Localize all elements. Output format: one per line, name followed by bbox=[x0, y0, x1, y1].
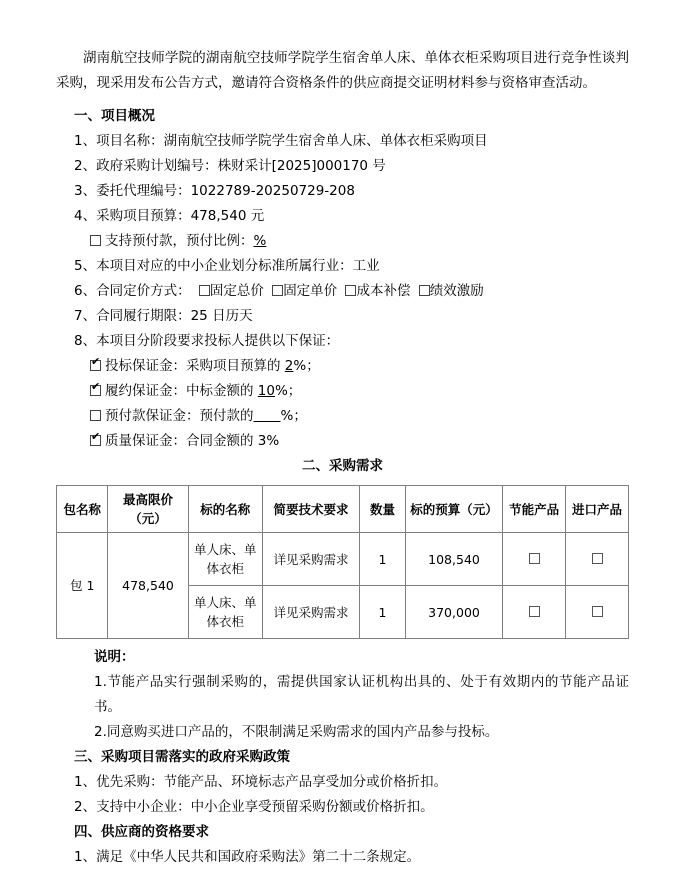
guarantee-bid bbox=[56, 354, 629, 379]
guarantee-performance-value: 10 bbox=[257, 383, 275, 399]
guarantee-prepayment-suffix: %； bbox=[280, 408, 307, 424]
guarantee-performance-checkbox[interactable] bbox=[90, 385, 101, 396]
cell-energy-product bbox=[503, 533, 566, 586]
item-prepayment bbox=[56, 229, 629, 254]
item-contract-period-label: 7、合同履行期限： bbox=[74, 308, 191, 324]
cell-import-product bbox=[566, 533, 629, 586]
guarantee-bid-checkbox[interactable] bbox=[90, 360, 101, 371]
cell-quantity: 1 bbox=[360, 533, 406, 586]
item-budget-label: 4、采购项目预算： bbox=[74, 208, 191, 224]
item-sme-industry bbox=[56, 254, 629, 279]
prepayment-label: 支持预付款，预付比例： bbox=[105, 233, 254, 249]
guarantee-prepayment-prefix: 预付款保证金：预付款的 bbox=[105, 408, 254, 424]
item-pricing-method bbox=[56, 279, 629, 304]
note-import-product: 2.同意购买进口产品的，不限制满足采购需求的国内产品参与投标。 bbox=[94, 724, 499, 740]
section-heading-qualifications: 四、供应商的资格要求 bbox=[74, 824, 209, 840]
guarantee-quality-checkbox[interactable] bbox=[90, 435, 101, 446]
qualification-item-1: 1、满足《中华人民共和国政府采购法》第二十二条规定。 bbox=[74, 849, 421, 865]
note-energy-product: 1.节能产品实行强制采购的，需提供国家认证机构出具的、处于有效期内的节能产品证书。 bbox=[94, 674, 629, 715]
requirements-table bbox=[56, 485, 629, 639]
th-import-product: 进口产品 bbox=[566, 486, 629, 533]
item-budget bbox=[56, 204, 629, 229]
cell-item-name: 单人床、单体衣柜 bbox=[188, 586, 262, 639]
table-header-row bbox=[57, 486, 629, 533]
guarantee-quality-prefix: 质量保证金：合同金额的 bbox=[105, 433, 258, 449]
energy-product-checkbox[interactable] bbox=[529, 606, 540, 617]
th-quantity: 数量 bbox=[360, 486, 406, 533]
guarantee-quality bbox=[56, 429, 629, 454]
section-heading-project-overview: 一、项目概况 bbox=[74, 108, 155, 124]
cell-package-limit: 478,540 bbox=[108, 533, 188, 639]
pricing-option-incentive-checkbox[interactable] bbox=[419, 285, 430, 296]
th-item-budget: 标的预算（元） bbox=[405, 486, 502, 533]
pricing-option-fixed-unit-label: 固定单价 bbox=[283, 283, 338, 299]
item-contract-period-value: 25 日历天 bbox=[190, 308, 253, 324]
item-guarantee-intro: 8、本项目分阶段要求投标人提供以下保证： bbox=[74, 333, 340, 349]
policy-priority-purchase: 1、优先采购：节能产品、环境标志产品享受加分或价格折扣。 bbox=[74, 774, 448, 790]
policy-sme-support: 2、支持中小企业：中小企业享受预留采购份额或价格折扣。 bbox=[74, 799, 434, 815]
item-sme-industry-label: 5、本项目对应的中小企业划分标准所属行业： bbox=[74, 258, 353, 274]
item-plan-number-value: 株财采计[2025]000170 号 bbox=[217, 158, 386, 174]
guarantee-prepayment bbox=[56, 404, 629, 429]
guarantee-performance bbox=[56, 379, 629, 404]
item-plan-number-label: 2、政府采购计划编号： bbox=[74, 158, 218, 174]
th-tech-requirement: 简要技术要求 bbox=[262, 486, 359, 533]
th-package-name: 包名称 bbox=[57, 486, 108, 533]
item-project-name bbox=[56, 129, 629, 154]
note-title: 说明： bbox=[94, 649, 135, 665]
cell-package-name: 包 1 bbox=[57, 533, 108, 639]
item-agent-number bbox=[56, 179, 629, 204]
guarantee-bid-prefix: 投标保证金：采购项目预算的 bbox=[105, 358, 285, 374]
table-row bbox=[57, 533, 629, 586]
item-contract-period bbox=[56, 304, 629, 329]
pricing-option-fixed-total-label: 固定总价 bbox=[209, 283, 264, 299]
cell-quantity: 1 bbox=[360, 586, 406, 639]
pricing-option-incentive-label: 绩效激励 bbox=[429, 283, 484, 299]
guarantee-quality-suffix: 3% bbox=[257, 433, 280, 449]
item-project-name-value: 湖南航空技师学院学生宿舍单人床、单体衣柜采购项目 bbox=[163, 133, 488, 149]
energy-product-checkbox[interactable] bbox=[529, 553, 540, 564]
section-heading-procurement-requirements: 二、采购需求 bbox=[302, 458, 383, 474]
cell-item-budget: 108,540 bbox=[405, 533, 502, 586]
prepayment-value: % bbox=[253, 233, 267, 249]
pricing-option-fixed-total-checkbox[interactable] bbox=[199, 285, 210, 296]
cell-tech-requirement: 详见采购需求 bbox=[262, 533, 359, 586]
th-max-price: 最高限价（元） bbox=[108, 486, 188, 533]
import-product-checkbox[interactable] bbox=[592, 553, 603, 564]
item-agent-number-label: 3、委托代理编号： bbox=[74, 183, 191, 199]
guarantee-bid-value: 2 bbox=[284, 358, 294, 374]
cell-tech-requirement: 详见采购需求 bbox=[262, 586, 359, 639]
item-pricing-method-label: 6、合同定价方式： bbox=[74, 283, 191, 299]
th-item-name: 标的名称 bbox=[188, 486, 262, 533]
import-product-checkbox[interactable] bbox=[592, 606, 603, 617]
guarantee-performance-suffix: %； bbox=[274, 383, 302, 399]
item-plan-number bbox=[56, 154, 629, 179]
guarantee-prepayment-checkbox[interactable] bbox=[90, 410, 101, 421]
cell-item-name: 单人床、单体衣柜 bbox=[188, 533, 262, 586]
section-heading-policies: 三、采购项目需落实的政府采购政策 bbox=[74, 749, 290, 765]
item-project-name-label: 1、项目名称： bbox=[74, 133, 164, 149]
item-sme-industry-value: 工业 bbox=[352, 258, 380, 274]
pricing-option-cost-plus-label: 成本补偿 bbox=[356, 283, 411, 299]
guarantee-bid-suffix: %； bbox=[293, 358, 320, 374]
pricing-option-fixed-unit-checkbox[interactable] bbox=[272, 285, 283, 296]
guarantee-performance-prefix: 履约保证金：中标金额的 bbox=[105, 383, 258, 399]
item-agent-number-value: 1022789-20250729-208 bbox=[190, 183, 355, 199]
cell-item-budget: 370,000 bbox=[405, 586, 502, 639]
th-energy-product: 节能产品 bbox=[503, 486, 566, 533]
pricing-option-cost-plus-checkbox[interactable] bbox=[345, 285, 356, 296]
guarantee-prepayment-value bbox=[254, 408, 281, 424]
cell-import-product bbox=[566, 586, 629, 639]
prepayment-checkbox[interactable] bbox=[90, 235, 101, 246]
cell-energy-product bbox=[503, 586, 566, 639]
intro-paragraph: 湖南航空技师学院的湖南航空技师学院学生宿舍单人床、单体衣柜采购项目进行竞争性谈判采购，现采用发布公告方式，邀请符合资格条件的供应商提交证明材料参与资格审查活动。 bbox=[56, 50, 629, 91]
item-budget-value: 478,540 元 bbox=[190, 208, 265, 224]
